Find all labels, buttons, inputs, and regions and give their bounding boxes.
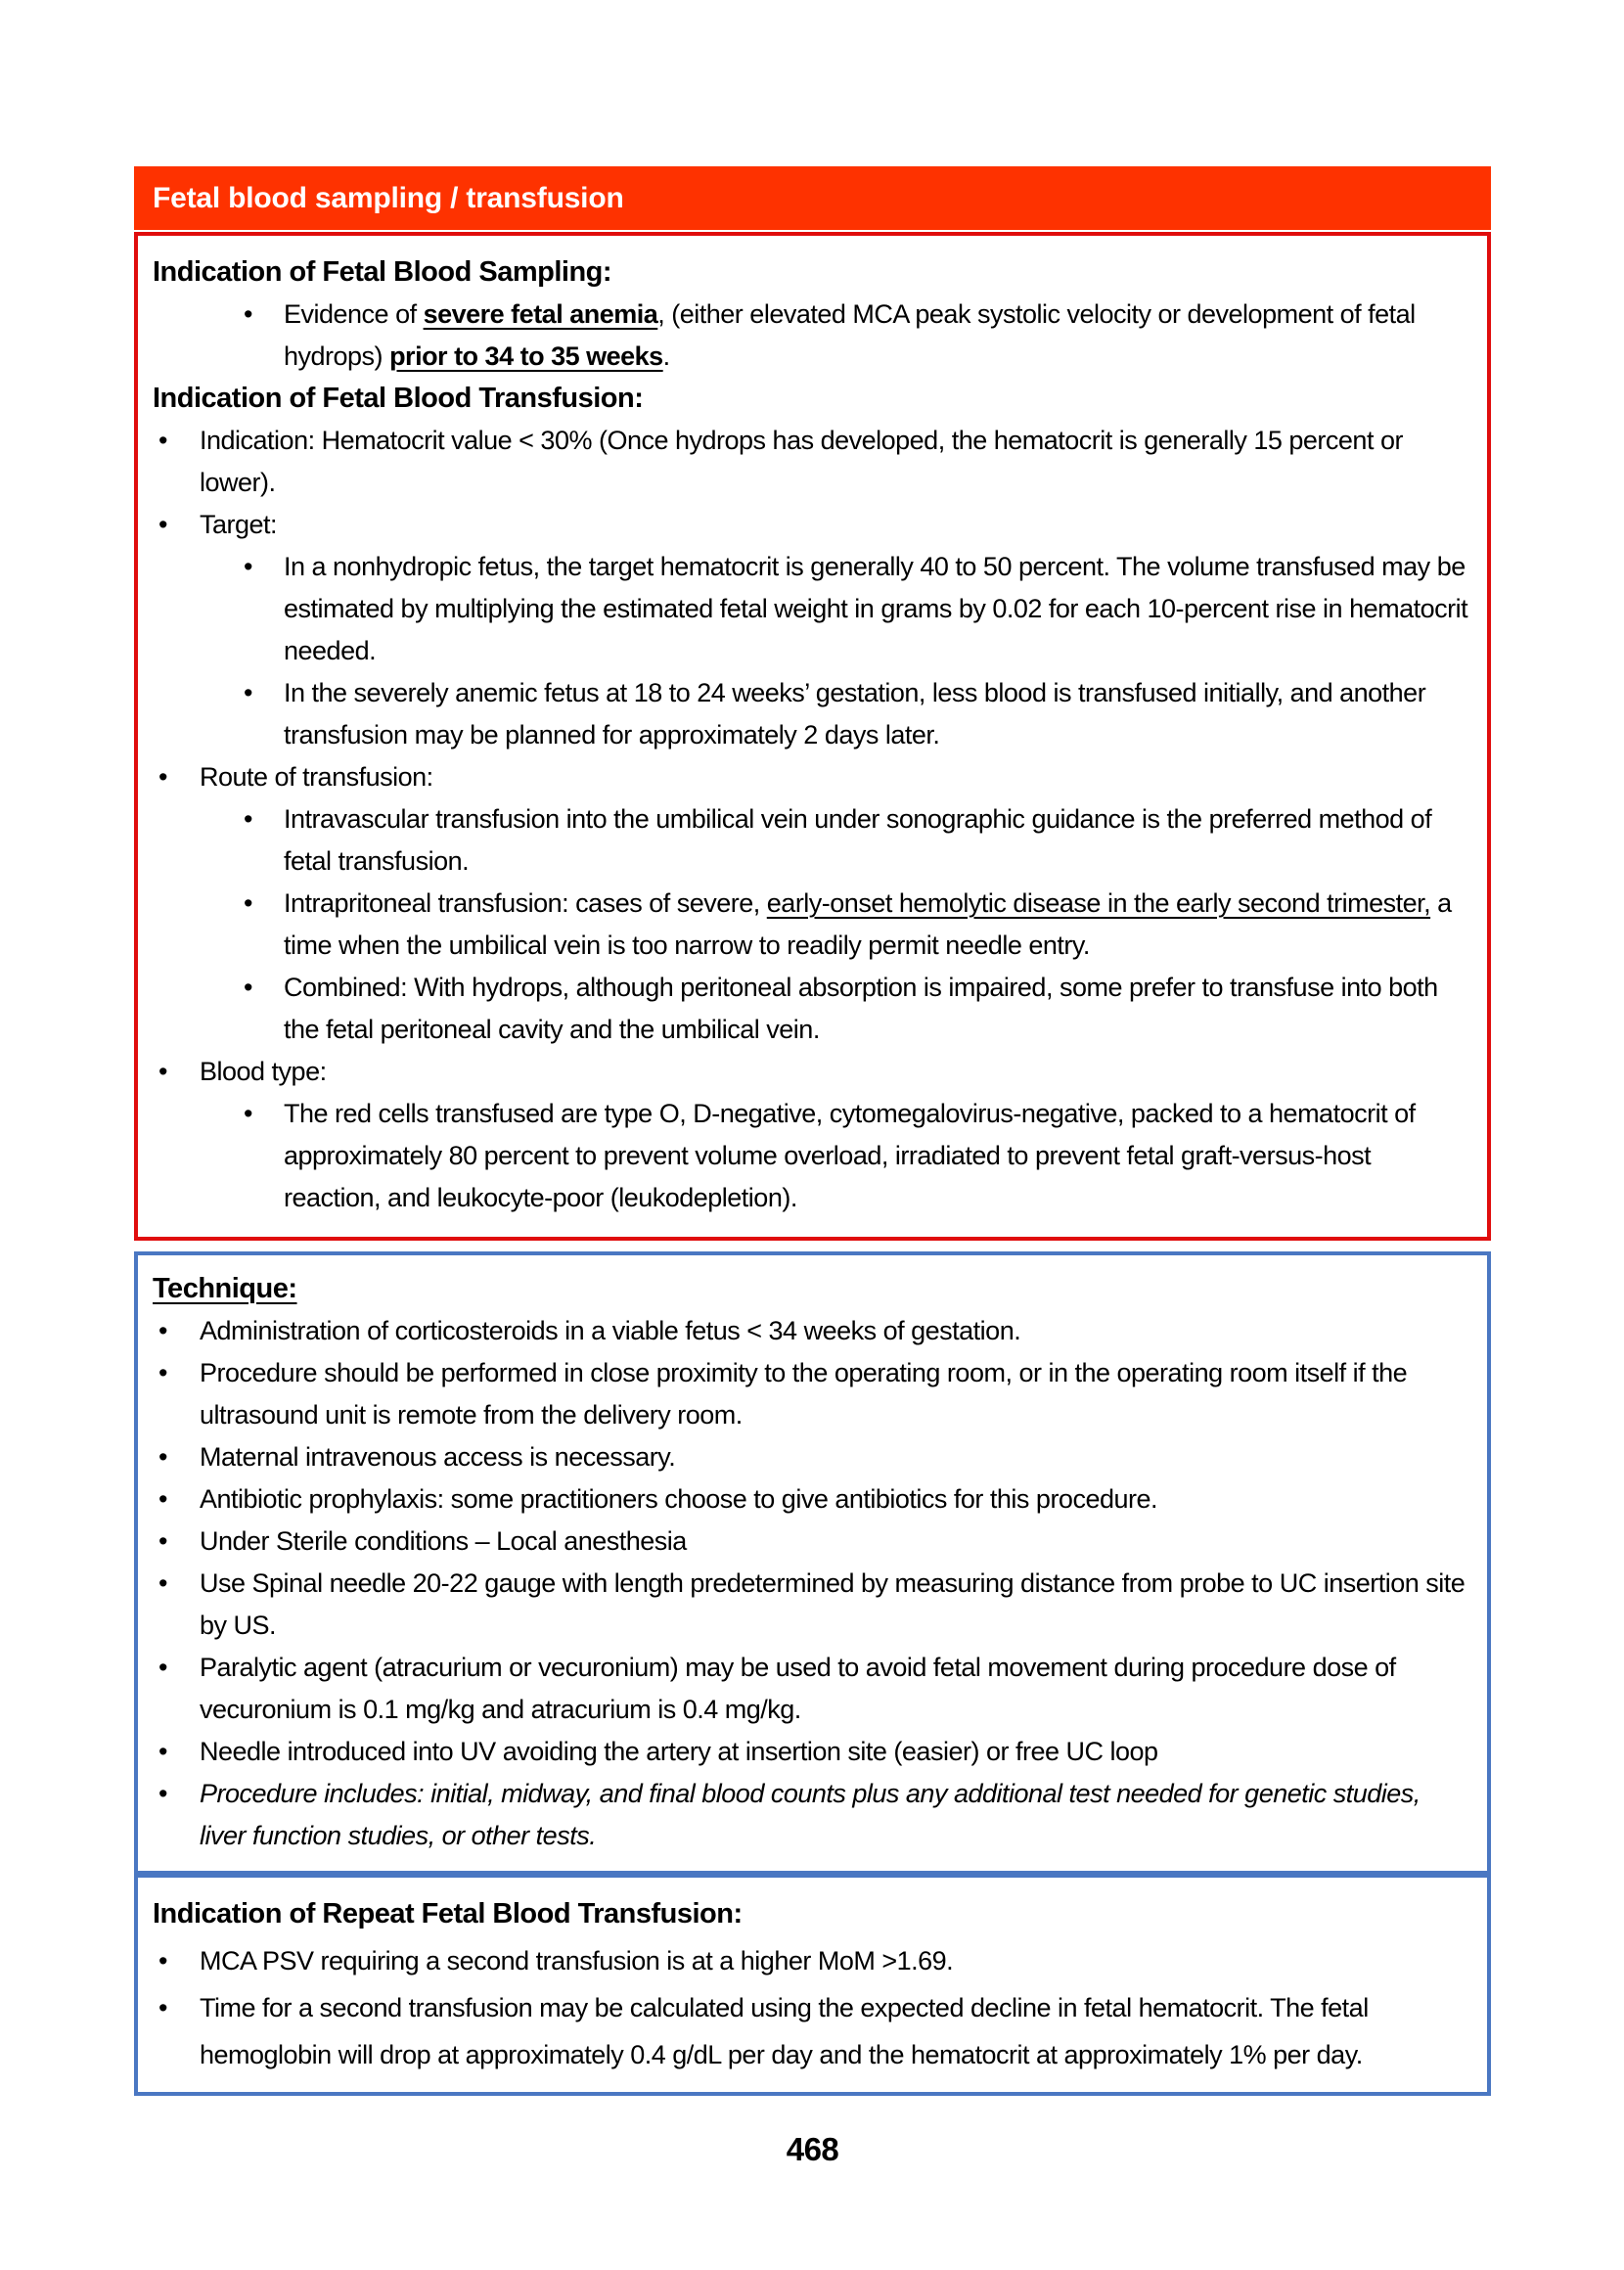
section-heading: [153, 251, 1471, 294]
bullet-marker-icon: •: [244, 299, 252, 329]
bullet-text: Evidence of severe fetal anemia, (either elevated MCA peak systolic velocity or development of fetal hydrops) prior to 34 to 35 weeks.: [284, 299, 1416, 371]
bullet-item: [153, 756, 1471, 798]
indications-box: [134, 232, 1491, 1241]
bullet-item: [153, 1773, 1471, 1857]
bullet-item: [153, 1563, 1471, 1647]
bullet-text: Paralytic agent (atracurium or vecuronium) may be used to avoid fetal movement during procedure dose of vecuronium is 0.1 mg/kg and atracurium is 0.4 mg/kg.: [200, 1653, 1396, 1724]
bullet-marker-icon: •: [158, 1653, 167, 1682]
page-number: 468: [786, 2131, 839, 2167]
bullet-text: Indication: Hematocrit value < 30% (Once hydrops has developed, the hematocrit is generally 15 percent or lower).: [200, 426, 1403, 497]
bullet-marker-icon: •: [158, 1442, 167, 1472]
bullet-text: In a nonhydropic fetus, the target hematocrit is generally 40 to 50 percent. The volume transfused may be estimated by multiplying the estimated fetal weight in grams by 0.02 for each 10-percent rise in hematocrit needed.: [284, 552, 1468, 665]
bullet-item: [153, 1521, 1471, 1563]
bullet-item: [153, 1093, 1471, 1219]
heading-text: Technique:: [153, 1273, 297, 1304]
bullet-marker-icon: •: [158, 1568, 167, 1598]
bullet-marker-icon: •: [158, 1737, 167, 1766]
bullet-marker-icon: •: [158, 1526, 167, 1556]
heading-text: Indication of Repeat Fetal Blood Transfusion:: [153, 1898, 743, 1930]
bullet-item: [153, 798, 1471, 883]
bullet-marker-icon: •: [244, 888, 252, 918]
bullet-item: [153, 1051, 1471, 1093]
bullet-text: Procedure includes: initial, midway, and final blood counts plus any additional test needed for genetic studies, liver function studies, or other tests.: [200, 1779, 1421, 1850]
bullet-text: MCA PSV requiring a second transfusion is at a higher MoM >1.69.: [200, 1946, 954, 1975]
bullet-text: Route of transfusion:: [200, 762, 433, 792]
bullet-text: The red cells transfused are type O, D-negative, cytomegalovirus-negative, packed to a hematocrit of approximately 80 percent to prevent volume overload, irradiated to prevent fetal graft-versus-host reaction, and leukocyte-poor (leukodepletion).: [284, 1099, 1416, 1212]
bullet-item: [153, 1647, 1471, 1731]
bullet-text: Maternal intravenous access is necessary.: [200, 1442, 676, 1472]
bullet-text: Time for a second transfusion may be calculated using the expected decline in fetal hematocrit. The fetal hemoglobin will drop at approximately 0.4 g/dL per day and the hematocrit at approximately 1% per day.: [200, 1993, 1369, 2069]
bullet-marker-icon: •: [244, 804, 252, 834]
bullet-marker-icon: •: [244, 678, 252, 707]
technique-box: [134, 1251, 1491, 1875]
bullet-text: Administration of corticosteroids in a viable fetus < 34 weeks of gestation.: [200, 1316, 1021, 1345]
bullet-text: Blood type:: [200, 1057, 327, 1086]
section-heading: [153, 1890, 1471, 1937]
bullet-item: [153, 1984, 1471, 2078]
bullet-marker-icon: •: [158, 762, 167, 792]
bullet-marker-icon: •: [158, 1779, 167, 1808]
bullet-text: Antibiotic prophylaxis: some practitioners choose to give antibiotics for this procedure.: [200, 1484, 1158, 1514]
bullet-item: [153, 1310, 1471, 1352]
bullet-item: [153, 294, 1471, 378]
bullet-item: [153, 546, 1471, 672]
bullet-marker-icon: •: [244, 973, 252, 1002]
heading-text: Indication of Fetal Blood Transfusion:: [153, 383, 644, 414]
bullet-item: [153, 1436, 1471, 1478]
heading-text: Indication of Fetal Blood Sampling:: [153, 256, 612, 288]
bullet-marker-icon: •: [158, 426, 167, 455]
bullet-marker-icon: •: [158, 1993, 167, 2022]
bullet-marker-icon: •: [244, 552, 252, 581]
repeat-transfusion-box: [134, 1874, 1491, 2096]
bullet-text: Combined: With hydrops, although peritoneal absorption is impaired, some prefer to transfuse into both the fetal peritoneal cavity and the umbilical vein.: [284, 973, 1438, 1044]
bullet-item: [153, 504, 1471, 546]
bullet-item: [153, 883, 1471, 967]
bullet-marker-icon: •: [158, 1484, 167, 1514]
section-heading: [153, 1268, 1471, 1310]
bullet-text: Needle introduced into UV avoiding the artery at insertion site (easier) or free UC loop: [200, 1737, 1158, 1766]
bullet-text: Under Sterile conditions – Local anesthesia: [200, 1526, 687, 1556]
bullet-text: Procedure should be performed in close proximity to the operating room, or in the operating room itself if the ultrasound unit is remote from the delivery room.: [200, 1358, 1408, 1430]
bullet-item: [153, 1478, 1471, 1521]
bullet-text: Use Spinal needle 20-22 gauge with length predetermined by measuring distance from probe to UC insertion site by US.: [200, 1568, 1466, 1640]
section-heading: [153, 378, 1471, 420]
bullet-text: Intrapritoneal transfusion: cases of severe, early-onset hemolytic disease in the early second trimester, a time when the umbilical vein is too narrow to readily permit needle entry.: [284, 888, 1452, 960]
bullet-item: [153, 1352, 1471, 1436]
bullet-item: [153, 420, 1471, 504]
bullet-marker-icon: •: [158, 1358, 167, 1387]
bullet-item: [153, 1731, 1471, 1773]
bullet-text: In the severely anemic fetus at 18 to 24 weeks’ gestation, less blood is transfused initially, and another transfusion may be planned for approximately 2 days later.: [284, 678, 1426, 749]
bullet-text: Intravascular transfusion into the umbilical vein under sonographic guidance is the preferred method of fetal transfusion.: [284, 804, 1432, 876]
bullet-marker-icon: •: [158, 510, 167, 539]
bullet-marker-icon: •: [158, 1057, 167, 1086]
bullet-item: [153, 967, 1471, 1051]
page-title: Fetal blood sampling / transfusion: [153, 181, 624, 214]
bullet-marker-icon: •: [158, 1946, 167, 1975]
bullet-text: Target:: [200, 510, 278, 539]
bullet-marker-icon: •: [244, 1099, 252, 1128]
bullet-item: [153, 672, 1471, 756]
section-title-bar: [134, 166, 1491, 230]
bullet-item: [153, 1937, 1471, 1984]
page-content-column: [134, 166, 1491, 2168]
bullet-marker-icon: •: [158, 1316, 167, 1345]
